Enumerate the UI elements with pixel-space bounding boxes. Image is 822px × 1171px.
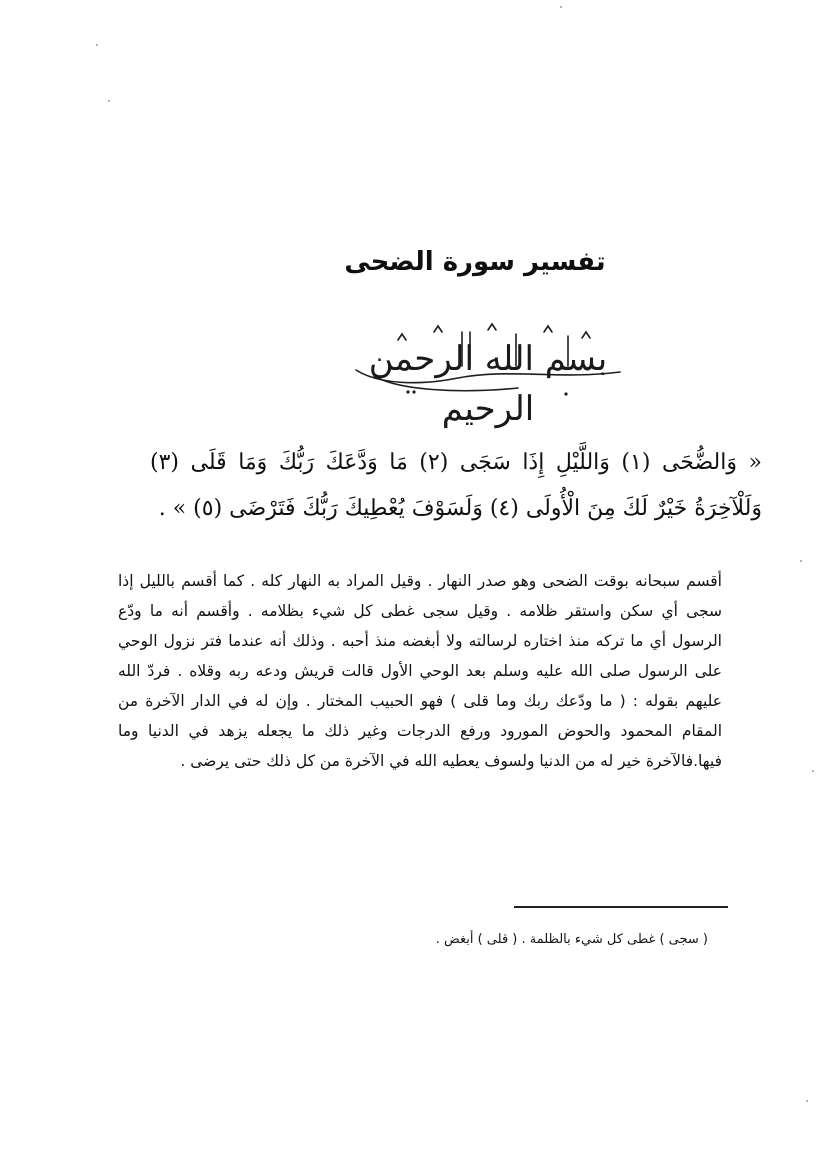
footnote: ( سجى ) غطى كل شيء بالظلمة . ( قلى ) أبغض . <box>435 932 708 947</box>
basmala-calligraphy <box>338 318 638 429</box>
footnote-divider <box>514 906 728 908</box>
commentary-paragraph: أقسم سبحانه بوقت الضحى وهو صدر النهار . وقيل المراد به النهار كله . كما أقسم بالليل إذا سجى أي سكن واستقر ظلامه . وقيل سجى غطى كل شيء بظلامه . وأقسم أنه ما ودّع الرسول أي ما تركه منذ اختاره لرسالته ولا أبغضه منذ أحبه . وذلك أنه عندما فتر نزول الوحي على الرسول صلى الله عليه وسلم بعد الوحي الأول قالت قريش ودعه ربه وقلاه . فردّ الله عليهم بقوله : ( ما ودّعك ربك وما قلى ) فهو الحبيب المختار . وإن له في الدار الآخرة من المقام المحمود والحوض المورود ورفع الدرجات وغير ذلك ما يجعله يزهد في الدنيا وما فيها.فالآخرة خير له من الدنيا ولسوف يعطيه الله في الآخرة من كل ذلك حتى يرضى . <box>118 572 722 770</box>
page-speck <box>800 560 802 562</box>
quran-verses: « وَالضُّحَى (١) وَاللَّيْلِ إِذَا سَجَى (٢) مَا وَدَّعَكَ رَبُّكَ وَمَا قَلَى (٣) وَلَلْآخِرَةُ خَيْرٌ لَكَ مِنَ الْأُولَى (٤) وَلَسَوْفَ يُعْطِيكَ رَبُّكَ فَتَرْضَى (٥) » . <box>150 450 762 521</box>
page-speck <box>108 100 110 102</box>
page-speck <box>560 6 562 8</box>
surah-title: تفسير سورة الضحى <box>344 247 606 277</box>
page-speck <box>96 44 98 46</box>
page-speck <box>806 1100 808 1102</box>
basmala-text: بسم الله الرحمن الرحيم <box>368 339 608 429</box>
tafsir-commentary <box>118 566 722 776</box>
page-speck <box>812 770 814 772</box>
